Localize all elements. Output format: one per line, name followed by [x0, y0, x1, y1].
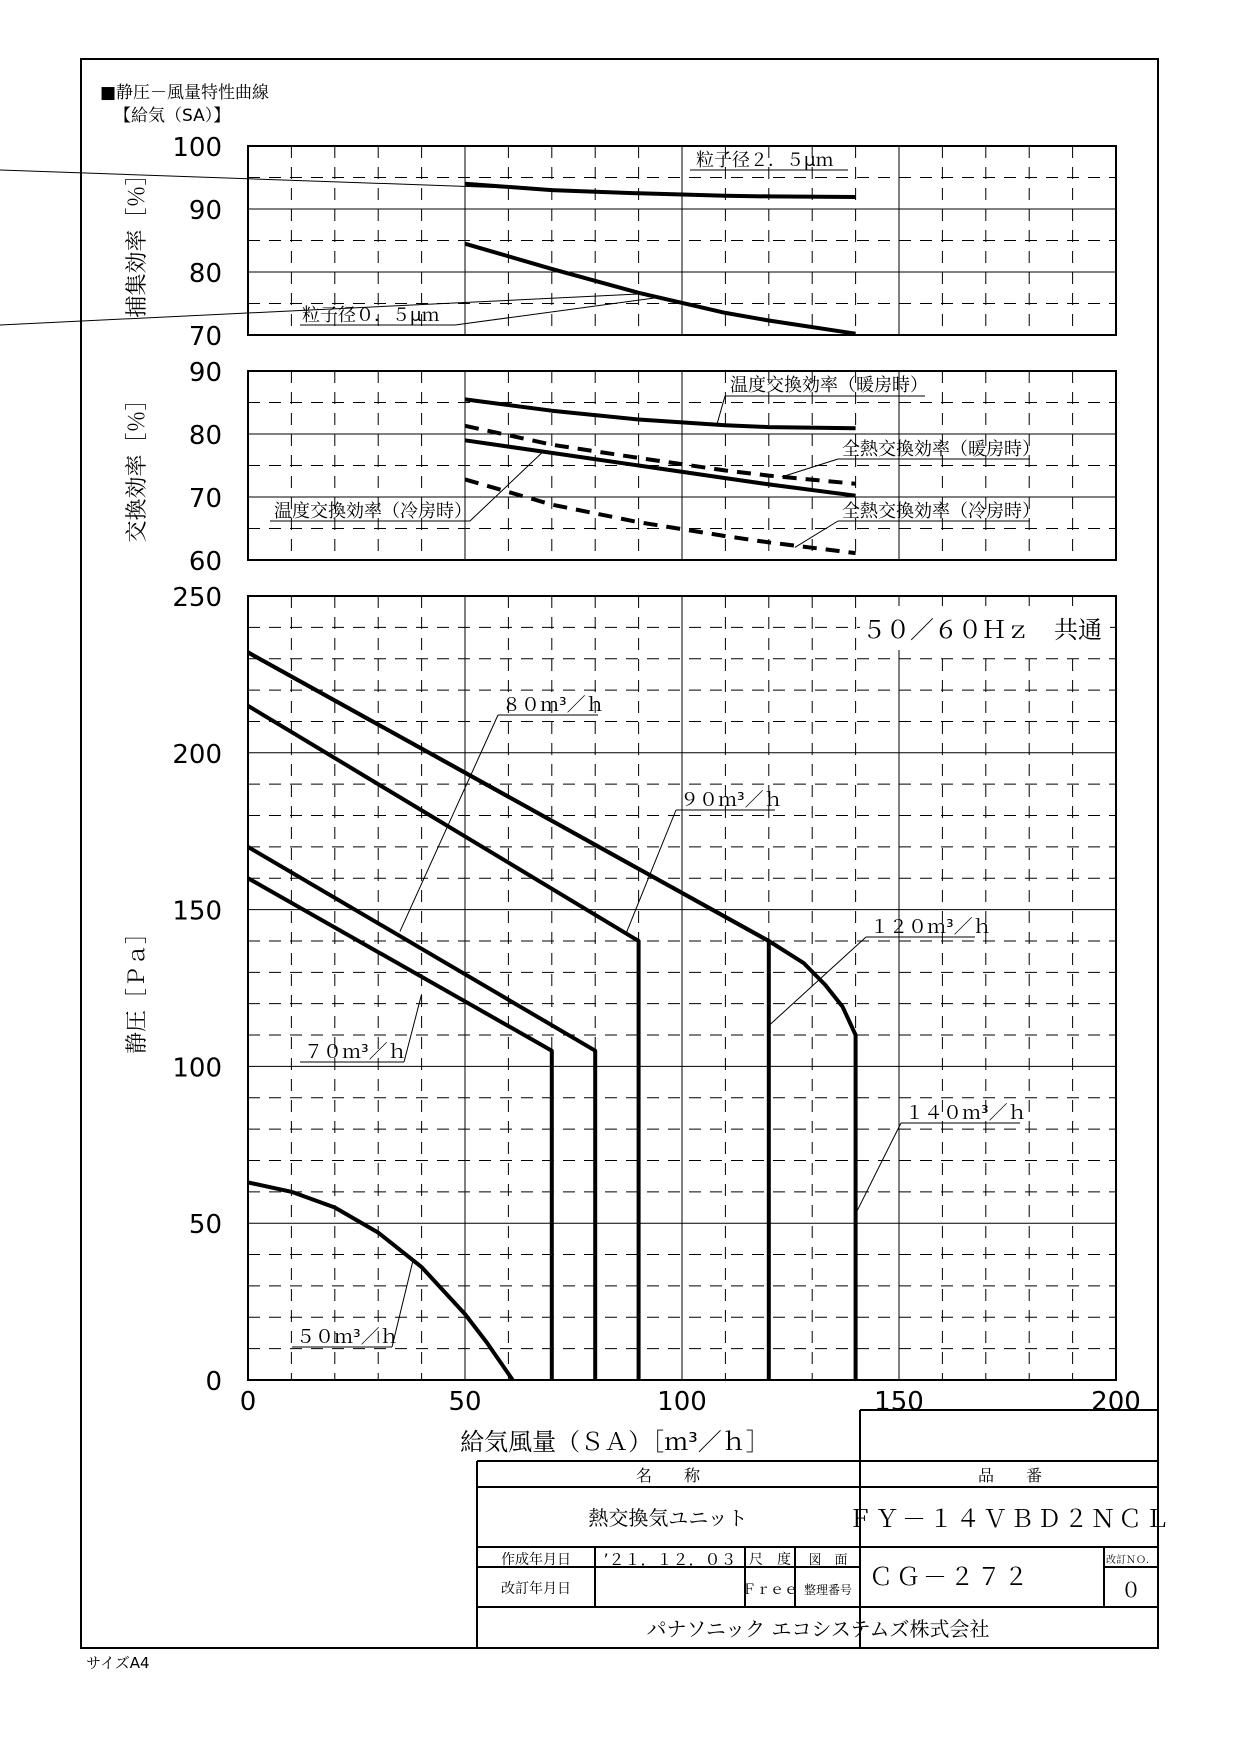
- y-tick-label: 100: [172, 1053, 222, 1084]
- y-tick-label: 200: [172, 739, 222, 770]
- y-tick-label: 70: [188, 484, 222, 514]
- x-tick-label: 150: [874, 1387, 924, 1417]
- revised-label: 改訂年月日: [501, 1581, 571, 1597]
- drawing-number: ＣＧ－２７２: [869, 1563, 1031, 1591]
- series-label: 温度交換効率（冷房時）: [274, 501, 472, 522]
- series-label: 全熱交換効率（冷房時）: [842, 501, 1040, 522]
- product-name: 熱交換気ユニット: [588, 1506, 748, 1530]
- x-axis-label: 給気風量（ＳＡ）［ｍ³／ｈ］: [460, 1428, 770, 1456]
- scale-label: 尺 度: [749, 1552, 791, 1568]
- y-tick-label: 250: [172, 583, 222, 613]
- y-axis-label: 捕集効率［％］: [125, 163, 150, 318]
- series-label: ９０ｍ³／ｈ: [680, 789, 783, 811]
- series-label: 粒子径２．５μｍ: [696, 150, 834, 171]
- series-label: 温度交換効率（暖房時）: [730, 375, 928, 396]
- series-label: ５０ｍ³／ｈ: [296, 1326, 399, 1348]
- revision-number: ０: [1121, 1578, 1141, 1602]
- y-tick-label: 80: [188, 421, 222, 451]
- name-header: 名 称: [635, 1466, 701, 1485]
- drawing-label: 図 面: [808, 1553, 848, 1568]
- y-tick-label: 90: [188, 358, 222, 388]
- company-name: パナソニック エコシステムズ株式会社: [646, 1617, 990, 1641]
- series-label: １４０ｍ³／ｈ: [905, 1102, 1027, 1124]
- scale-value: Ｆｒｅｅ: [742, 1582, 798, 1598]
- y-tick-label: 90: [188, 196, 222, 226]
- y-axis-label: 交換効率［％］: [125, 388, 150, 543]
- series-label: 粒子径０．５μｍ: [302, 305, 440, 326]
- drawing-subtitle: 【給気（SA）】: [114, 106, 231, 126]
- y-tick-label: 0: [205, 1367, 222, 1397]
- y-tick-label: 80: [188, 259, 222, 289]
- y-tick-label: 150: [172, 896, 222, 927]
- drawing-title: ■静圧－風量特性曲線: [100, 83, 270, 103]
- number-header: 品 番: [977, 1466, 1043, 1485]
- y-tick-label: 100: [172, 133, 222, 163]
- revision-label: 改訂ＮＯ．: [1106, 1555, 1156, 1566]
- created-label: 作成年月日: [501, 1552, 571, 1568]
- ref-label: 整理番号: [803, 1583, 853, 1597]
- series-label: ８０ｍ³／ｈ: [502, 694, 605, 716]
- product-number: ＦＹ－１４ＶＢＤ２ＮＣＬ: [848, 1505, 1172, 1533]
- x-tick-label: 200: [1091, 1387, 1141, 1417]
- paper-size-note: サイズA4: [86, 1654, 150, 1672]
- series-label: 全熱交換効率（暖房時）: [842, 439, 1040, 460]
- y-tick-label: 50: [188, 1210, 222, 1241]
- y-tick-label: 70: [188, 322, 222, 352]
- created-date: ’２１．１２．０３: [603, 1550, 737, 1569]
- series-label: １２０ｍ³／ｈ: [870, 916, 992, 938]
- x-tick-label: 100: [657, 1387, 707, 1417]
- series-label: ７０ｍ³／ｈ: [304, 1041, 407, 1063]
- y-tick-label: 60: [188, 547, 222, 577]
- x-tick-label: 50: [448, 1387, 482, 1417]
- y-axis-label: 静圧［Ｐａ］: [125, 921, 150, 1055]
- x-tick-label: 0: [239, 1387, 257, 1417]
- frequency-annotation: ５０／６０Ｈｚ 共通: [862, 616, 1102, 644]
